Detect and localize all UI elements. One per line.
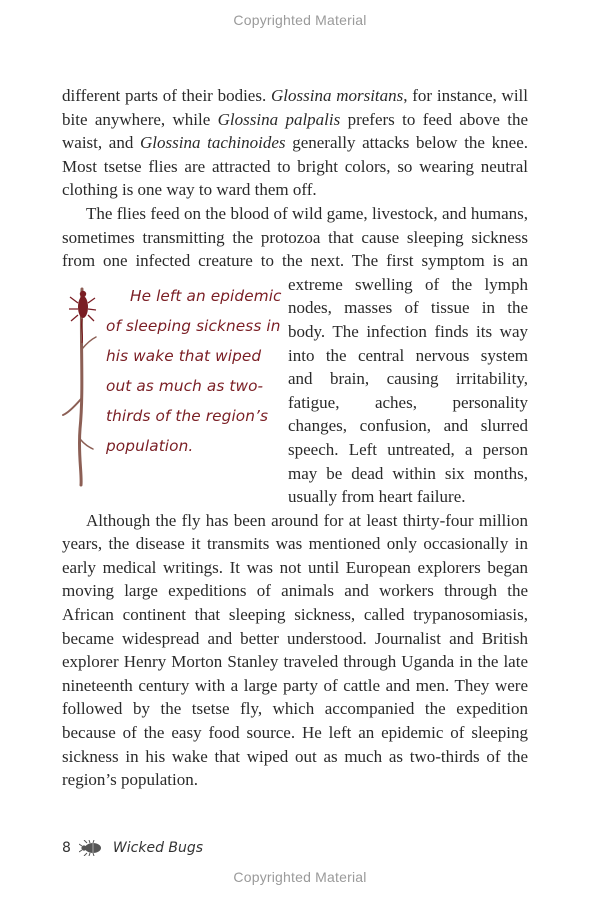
page-body [62,84,528,792]
pull-quote [60,279,282,489]
species-name: Glossina palpalis [217,109,341,129]
paragraph-2: The flies feed on the blood of wild game, livestock, and humans, sometimes transmitting the protozoa that cause sleeping sickness from one infected creature to the next. The first symptom is an He left an epidemic of sleeping sickness in his wake that wiped out as much as two-thirds of the region’s population. extreme swelling of the lymph nodes, masses of tissue in the body. The infection finds its way into the central nervous system and brain, causing irritability, fatigue, aches, personality changes, confusion, and slurred speech. Left untreated, a person may be dead within six months, usually from heart failure. [62,203,528,507]
paragraph-1: different parts of their bodies. Glossina morsitans, for instance, will bite anywhere, while Glossina palpalis prefers to feed above the waist, and Glossina tachinoides generally attacks below the knee. Most tsetse flies are attracted to bright colors, so wearing neutral clothing is one way to ward them off. [62,86,528,200]
species-name: Glossina tachinoides [140,133,286,153]
twig-with-insect-icon [60,279,102,489]
beetle-icon [79,840,105,856]
copyright-watermark-top: Copyrighted Material [233,12,367,28]
paragraph-3: Although the fly has been around for at least thirty-four million years, the disease it transmits was mentioned only occasionally in early medical writings. It was not until European explorers began moving large expeditions of animals and workers through the African continent that sleeping sickness, called trypanosomiasis, became widespread and better understood. Journalist and British explorer Henry Morton Stanley traveled through Uganda in the late nineteenth century with a large party of cattle and men. They were followed by the tsetse fly, which accompanied the expedition because of the easy food source. He left an epidemic of sleeping sickness in his wake that wiped out as much as two-thirds of the region’s population. [62,510,528,790]
copyright-watermark-bottom: Copyrighted Material [233,869,367,885]
page-footer [62,840,203,856]
species-name: Glossina morsitans [270,86,404,105]
pull-quote-text: He left an epidemic of sleeping sickness in his wake that wiped out as much as two-thirds of the region’s population. [106,286,282,455]
book-title: Wicked Bugs [112,840,204,856]
page-number: 8 [62,840,71,856]
